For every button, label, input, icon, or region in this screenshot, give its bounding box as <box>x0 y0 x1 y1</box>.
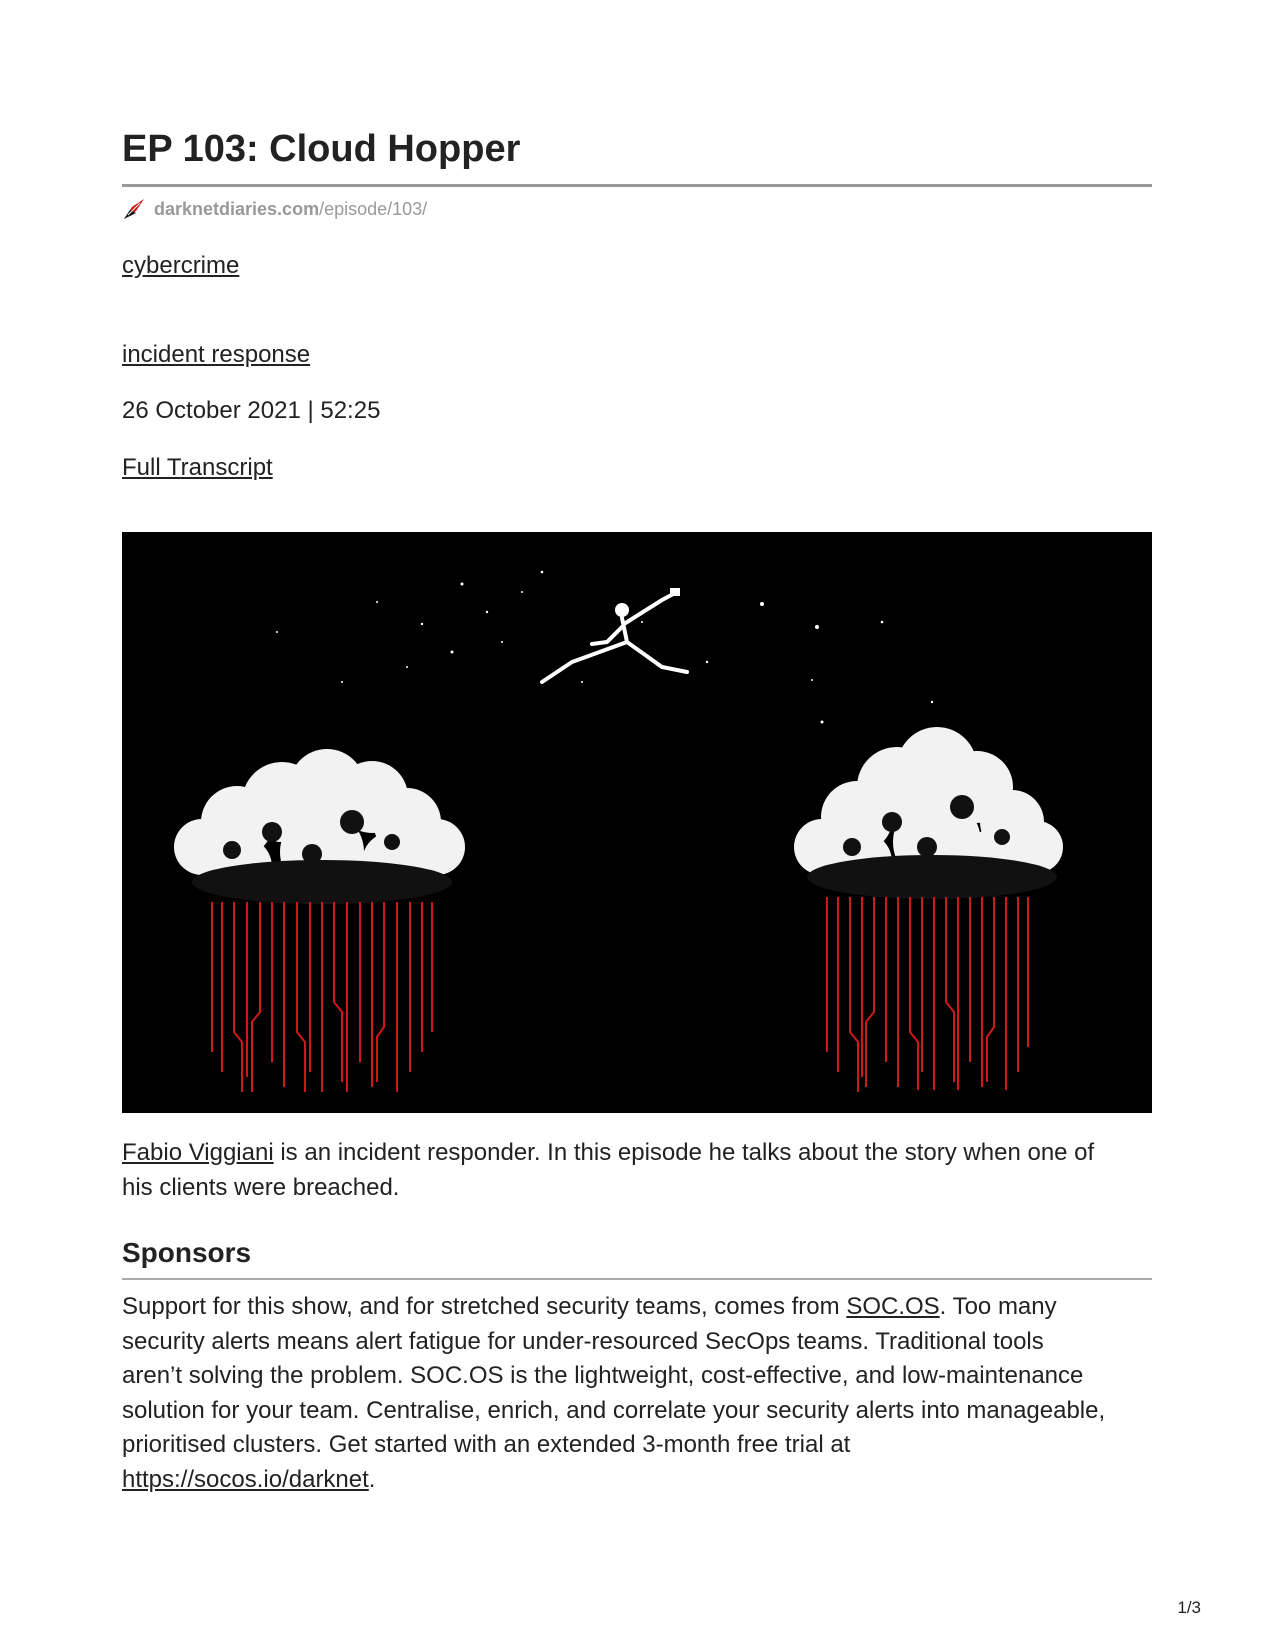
sponsor-text-3: aren’t solving the problem. SOC.OS is the lightweight, cost-effective, and low-maintenance <box>122 1362 1084 1389</box>
tag-link[interactable]: cybercrime <box>122 252 240 279</box>
intro-text-1: is an incident responder. In this episode he talks about the story when one of <box>273 1139 1095 1166</box>
guest-link[interactable]: Fabio Viggiani <box>122 1139 274 1166</box>
sponsor-text-6: . <box>368 1465 376 1493</box>
sponsor-text-4: solution for your team. Centralise, enrich, and correlate your security alerts into manageable, <box>122 1396 1106 1424</box>
source-path: /episode/103/ <box>319 198 428 219</box>
sponsor-text-5: prioritised clusters. Get started with an extended 3-month free trial at <box>122 1431 851 1458</box>
episode-date-duration: 26 October 2021 | 52:25 <box>122 397 381 424</box>
episode-intro <box>122 1136 1152 1205</box>
full-transcript-link[interactable]: Full Transcript <box>122 454 273 481</box>
tag-link[interactable]: incident response <box>122 341 311 368</box>
sponsor-text-1: Support for this show, and for stretched security teams, comes from <box>122 1293 847 1320</box>
title-divider <box>122 184 1152 187</box>
sponsor-text-1b: . Too many <box>939 1293 1057 1320</box>
sponsor-text-2: security alerts means alert fatigue for under-resourced SecOps teams. Traditional tools <box>122 1327 1044 1355</box>
feather-icon <box>122 197 146 221</box>
socos-link[interactable]: SOC.OS <box>846 1293 940 1320</box>
socos-trial-link[interactable]: https://socos.io/darknet <box>122 1465 369 1493</box>
cloud-hopper-illustration-icon <box>122 532 1152 1113</box>
sponsors-paragraph <box>122 1290 1152 1497</box>
sponsors-heading: Sponsors <box>122 1237 252 1268</box>
source-line[interactable] <box>122 196 427 222</box>
page-title: EP 103: Cloud Hopper <box>122 128 521 170</box>
page-number: 1/3 <box>1177 1598 1201 1617</box>
intro-text-2: his clients were breached. <box>122 1173 400 1201</box>
source-domain: darknetdiaries.com <box>154 198 320 219</box>
sponsors-divider <box>122 1278 1152 1280</box>
